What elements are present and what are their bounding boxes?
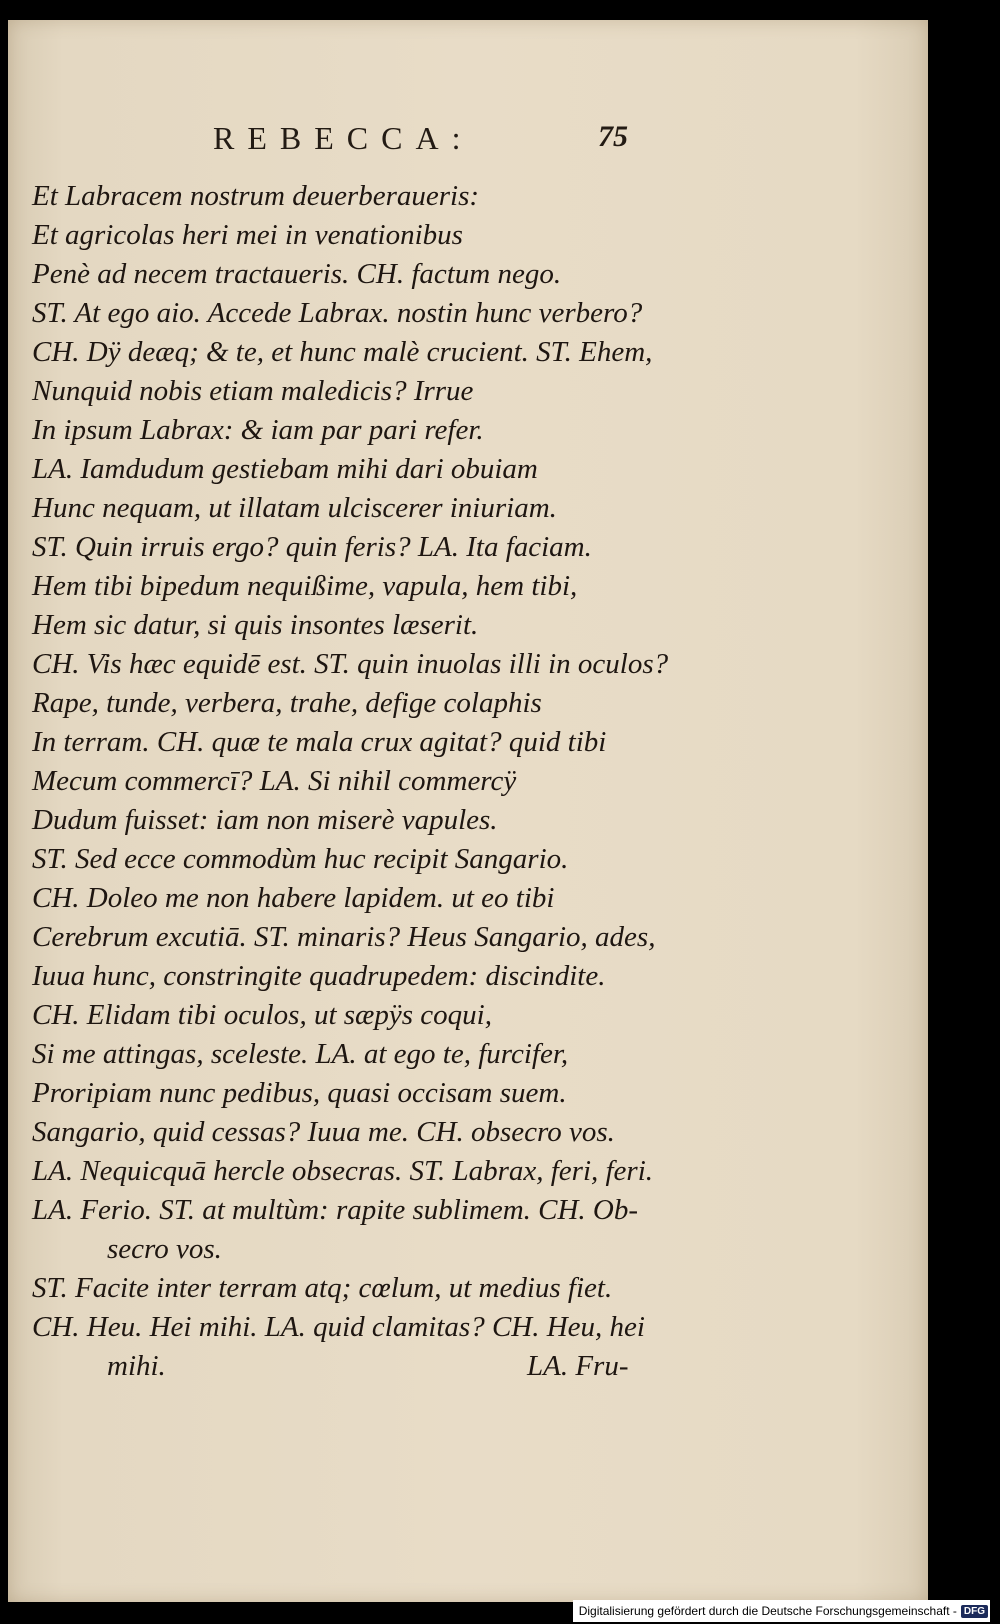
text-line: CH. Doleo me non habere lapidem. ut eo tibi <box>32 882 555 914</box>
text-line: Proripiam nunc pedibus, quasi occisam suem. <box>32 1077 567 1109</box>
text-line: Nunquid nobis etiam maledicis? Irrue <box>32 375 474 407</box>
digitization-footer <box>573 1600 990 1622</box>
page-header <box>8 120 928 160</box>
book-page <box>8 20 928 1602</box>
text-line: CH. Vis hæc equidē est. ST. quin inuolas illi in oculos? <box>32 648 669 680</box>
catchword: LA. Fru- <box>527 1350 629 1382</box>
dfg-logo-icon: DFG <box>961 1605 988 1618</box>
text-line: Mecum commercī? LA. Si nihil commercÿ <box>32 765 517 797</box>
text-line: In terram. CH. quæ te mala crux agitat? quid tibi <box>32 726 607 758</box>
text-line: Cerebrum excutiā. ST. minaris? Heus Sangario, ades, <box>32 921 656 953</box>
text-line: ST. Sed ecce commodùm huc recipit Sangario. <box>32 843 569 875</box>
text-line: LA. Iamdudum gestiebam mihi dari obuiam <box>32 453 538 485</box>
text-line: Dudum fuisset: iam non miserè vapules. <box>32 804 498 836</box>
text-line: Hem sic datur, si quis insontes læserit. <box>32 609 479 641</box>
digitization-note: Digitalisierung gefördert durch die Deutsche Forschungsgemeinschaft - <box>578 1604 957 1618</box>
text-line: Iuua hunc, constringite quadrupedem: discindite. <box>32 960 606 992</box>
running-title: REBECCA: <box>213 120 474 156</box>
text-line: secro vos. <box>107 1233 222 1265</box>
text-line: CH. Elidam tibi oculos, ut sæpÿs coqui, <box>32 999 492 1031</box>
text-line: Et Labracem nostrum deuerberaueris: <box>32 180 480 212</box>
last-line-text: mihi. <box>107 1350 166 1382</box>
text-line: In ipsum Labrax: & iam par pari refer. <box>32 414 484 446</box>
text-block <box>32 177 672 1386</box>
text-line: Hem tibi bipedum nequißime, vapula, hem tibi, <box>32 570 578 602</box>
text-line: Et agricolas heri mei in venationibus <box>32 219 463 251</box>
text-line: Rape, tunde, verbera, trahe, defige colaphis <box>32 687 542 719</box>
text-line: ST. At ego aio. Accede Labrax. nostin hunc verbero? <box>32 297 643 329</box>
text-line: Si me attingas, sceleste. LA. at ego te, furcifer, <box>32 1038 569 1070</box>
text-line: Hunc nequam, ut illatam ulciscerer iniuriam. <box>32 492 557 524</box>
text-line: ST. Facite inter terram atq; cœlum, ut medius fiet. <box>32 1272 613 1304</box>
text-line: LA. Nequicquā hercle obsecras. ST. Labrax, feri, feri. <box>32 1155 654 1187</box>
text-line: Sangario, quid cessas? Iuua me. CH. obsecro vos. <box>32 1116 615 1148</box>
page-number: 75 <box>598 120 628 153</box>
text-line: CH. Dÿ deæq; & te, et hunc malè crucient. ST. Ehem, <box>32 336 653 368</box>
text-line: LA. Ferio. ST. at multùm: rapite sublimem. CH. Ob- <box>32 1194 639 1226</box>
text-line: ST. Quin irruis ergo? quin feris? LA. Ita faciam. <box>32 531 592 563</box>
text-line: Penè ad necem tractaueris. CH. factum nego. <box>32 258 562 290</box>
last-line <box>32 1347 672 1386</box>
text-line: CH. Heu. Hei mihi. LA. quid clamitas? CH. Heu, hei <box>32 1311 645 1343</box>
